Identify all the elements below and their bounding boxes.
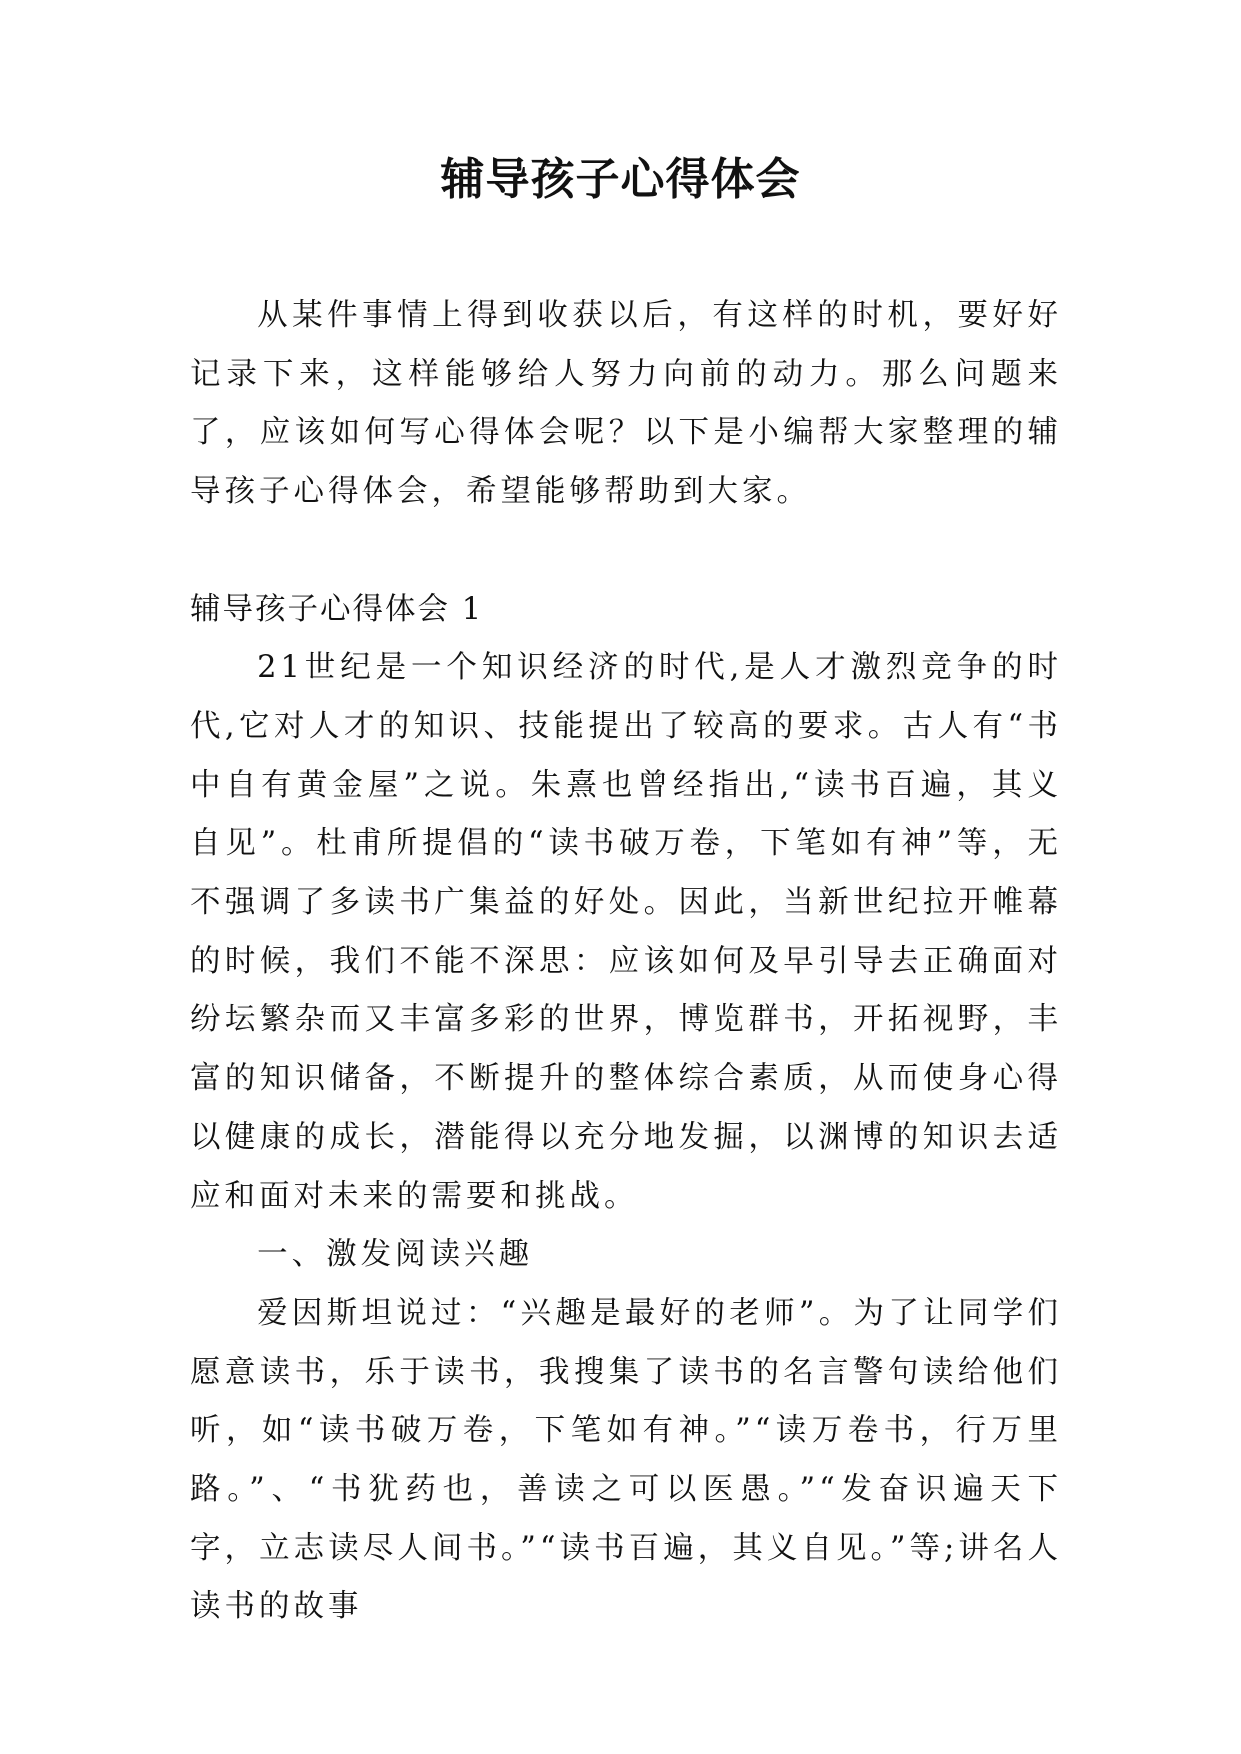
subheading: 一、激发阅读兴趣 xyxy=(257,1237,534,1273)
page-title: 辅导孩子心得体会 xyxy=(440,154,801,205)
document-body xyxy=(190,287,1062,1637)
section-heading: 辅导孩子心得体会 1 xyxy=(190,591,484,627)
body-paragraph: 21世纪是一个知识经济的时代,是人才激烈竞争的时代,它对人才的知识、技能提出了较高的要求。古人有“书中自有黄金屋”之说。朱熹也曾经指出,“读书百遍，其义自见”。杜甫所提倡的“读书破万卷，下笔如有神”等，无不强调了多读书广集益的好处。因此，当新世纪拉开帷幕的时候，我们不能不深思：应该如何及早引导去正确面对纷坛繁杂而又丰富多彩的世界，博览群书，开拓视野，丰富的知识储备，不断提升的整体综合素质，从而使身心得以健康的成长，潜能得以充分地发掘，以渊博的知识去适应和面对未来的需要和挑战。 xyxy=(190,650,1062,1214)
body-paragraph: 爱因斯坦说过：“兴趣是最好的老师”。为了让同学们愿意读书，乐于读书，我搜集了读书的名言警句读给他们听，如“读书破万卷，下笔如有神。”“读万卷书，行万里路。”、“书犹药也，善读之可以医愚。”“发奋识遍天下字，立志读尽人间书。”“读书百遍，其义自见。”等;讲名人读书的故事 xyxy=(190,1295,1062,1625)
intro-paragraph: 从某件事情上得到收获以后，有这样的时机，要好好记录下来，这样能够给人努力向前的动力。那么问题来了，应该如何写心得体会呢？以下是小编帮大家整理的辅导孩子心得体会，希望能够帮助到大家。 xyxy=(190,298,1062,510)
